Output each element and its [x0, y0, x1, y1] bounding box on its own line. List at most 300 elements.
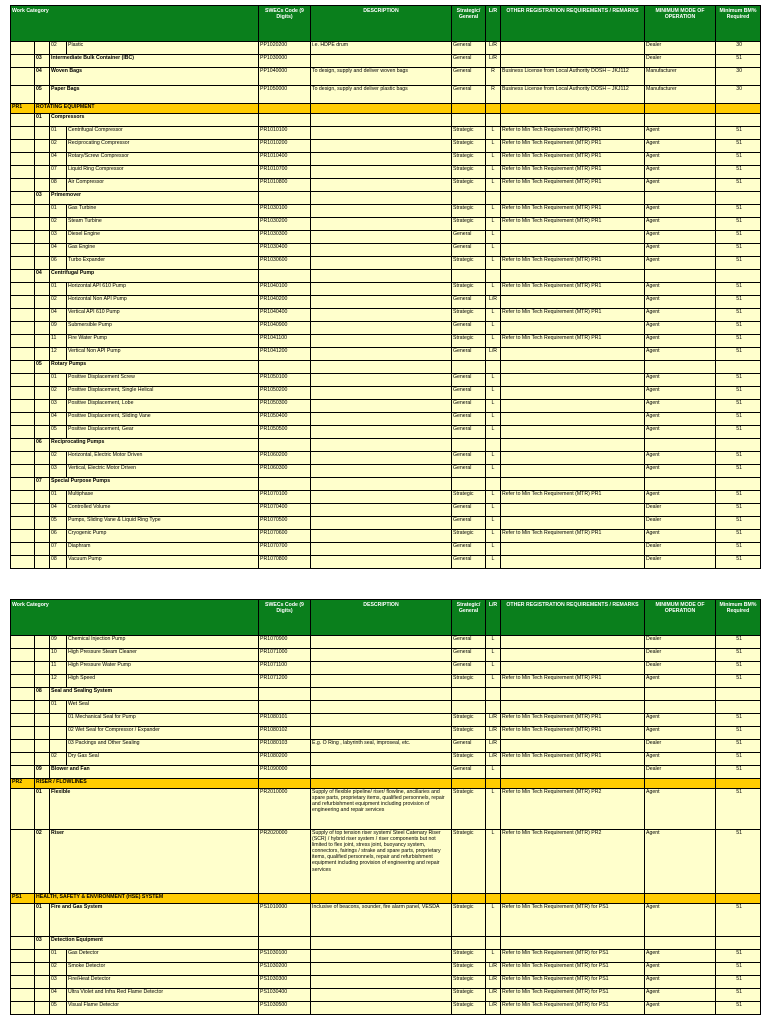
lr-value: L [486, 127, 501, 140]
min-bm: 51 [716, 127, 761, 140]
other-requirements: Refer to Min Tech Requirement (MTR) PR1 [501, 179, 645, 192]
min-mode: Agent [645, 400, 716, 413]
table-row [11, 426, 761, 439]
item-name: Diesel Engine [67, 231, 259, 244]
swec-code: PR1080103 [259, 740, 311, 753]
lr-value: L [486, 218, 501, 231]
lr-value [486, 439, 501, 452]
min-bm: 51 [716, 283, 761, 296]
group-code [35, 426, 50, 439]
strategic-general: Strategic [452, 830, 486, 894]
item-code: 12 [50, 348, 67, 361]
table-header [11, 600, 761, 636]
table-row [11, 789, 761, 830]
item-code: 04 [50, 504, 67, 517]
min-mode [645, 688, 716, 701]
lr-value: L/R [486, 727, 501, 740]
swec-code: PR1050200 [259, 387, 311, 400]
item-code: 01 [50, 283, 67, 296]
min-mode: Agent [645, 465, 716, 478]
table-row [11, 283, 761, 296]
min-mode: Dealer [645, 517, 716, 530]
lr-value: L/R [486, 963, 501, 976]
min-mode: Dealer [645, 649, 716, 662]
min-bm [716, 688, 761, 701]
other-requirements: Refer to Min Tech Requirement (MTR) PR1 [501, 283, 645, 296]
swec-code: PR1030200 [259, 218, 311, 231]
description [311, 400, 452, 413]
swec-code: PR1010100 [259, 127, 311, 140]
min-mode: Manufacturer [645, 68, 716, 86]
description [311, 517, 452, 530]
other-requirements: Refer to Min Tech Requirement (MTR) PR1 [501, 309, 645, 322]
other-requirements [501, 361, 645, 374]
strategic-general [452, 192, 486, 205]
other-requirements [501, 662, 645, 675]
category-code [11, 231, 35, 244]
swec-code: PR1060200 [259, 452, 311, 465]
description [311, 55, 452, 68]
min-mode: Agent [645, 491, 716, 504]
empty-cell [452, 894, 486, 904]
category-code [11, 976, 35, 989]
min-bm: 51 [716, 387, 761, 400]
description [311, 989, 452, 1002]
description [311, 636, 452, 649]
min-bm: 51 [716, 789, 761, 830]
item-name: Liquid Ring Compressor [67, 166, 259, 179]
group-code [35, 348, 50, 361]
section-row [11, 894, 761, 904]
item-code: 02 [50, 387, 67, 400]
table-row [11, 387, 761, 400]
group-name: Special Purpose Pumps [50, 478, 259, 491]
min-bm: 51 [716, 166, 761, 179]
lr-value [486, 478, 501, 491]
min-mode: Dealer [645, 556, 716, 569]
group-code [35, 127, 50, 140]
table-row [11, 205, 761, 218]
min-mode: Agent [645, 989, 716, 1002]
empty-cell [501, 779, 645, 789]
min-mode: Agent [645, 789, 716, 830]
min-bm [716, 270, 761, 283]
swec-code: PS1030400 [259, 989, 311, 1002]
min-mode: Agent [645, 374, 716, 387]
other-requirements: Refer to Min Tech Requirement (MTR) for PS1 [501, 904, 645, 937]
group-code [35, 296, 50, 309]
lr-value: L [486, 413, 501, 426]
description [311, 662, 452, 675]
swec-code: PR1080101 [259, 714, 311, 727]
swec-code: PR1040200 [259, 296, 311, 309]
description [311, 766, 452, 779]
group-code [35, 714, 50, 727]
swec-code [259, 688, 311, 701]
table-row [11, 740, 761, 753]
table-row [11, 649, 761, 662]
swec-code: PR1070600 [259, 530, 311, 543]
swec-code: PS1030100 [259, 950, 311, 963]
strategic-general: Strategic [452, 257, 486, 270]
strategic-general: General [452, 517, 486, 530]
swec-code [259, 361, 311, 374]
min-bm: 51 [716, 556, 761, 569]
table-row [11, 55, 761, 68]
lr-value: L [486, 257, 501, 270]
table-row [11, 753, 761, 766]
min-bm: 51 [716, 976, 761, 989]
other-requirements [501, 649, 645, 662]
table-row [11, 140, 761, 153]
description [311, 348, 452, 361]
item-name: Dry Gas Seal [67, 753, 259, 766]
group-name: Flexible [50, 789, 259, 830]
other-requirements: Refer to Min Tech Requirement (MTR) PR1 [501, 753, 645, 766]
section-row [11, 104, 761, 114]
group-code [35, 387, 50, 400]
item-code: 08 [50, 556, 67, 569]
lr-value: L [486, 166, 501, 179]
strategic-general: General [452, 766, 486, 779]
lr-value: L [486, 517, 501, 530]
category-code [11, 1002, 35, 1015]
category-code [11, 348, 35, 361]
lr-value: L [486, 322, 501, 335]
swec-code: PR1030400 [259, 244, 311, 257]
description [311, 452, 452, 465]
category-code [11, 504, 35, 517]
lr-value: L/R [486, 714, 501, 727]
min-mode [645, 270, 716, 283]
strategic-general: Strategic [452, 491, 486, 504]
table-row [11, 257, 761, 270]
strategic-general: Strategic [452, 153, 486, 166]
swec-code: PR1030300 [259, 231, 311, 244]
item-name: Positive Displacement, Sliding Vane [67, 413, 259, 426]
item-code: 02 [50, 963, 67, 976]
category-code [11, 789, 35, 830]
item-code [50, 727, 67, 740]
group-code [35, 400, 50, 413]
group-name: Fire and Gas System [50, 904, 259, 937]
table-row [11, 335, 761, 348]
header-strategic-general: Strategic/ General [452, 6, 486, 42]
category-code [11, 361, 35, 374]
category-code [11, 904, 35, 937]
min-mode: Agent [645, 127, 716, 140]
min-mode: Agent [645, 166, 716, 179]
other-requirements: Refer to Min Tech Requirement (MTR) PR1 [501, 714, 645, 727]
other-requirements [501, 270, 645, 283]
lr-value: L [486, 140, 501, 153]
section-row [11, 779, 761, 789]
table-row [11, 296, 761, 309]
description [311, 127, 452, 140]
min-bm: 51 [716, 904, 761, 937]
table-row [11, 714, 761, 727]
min-mode: Agent [645, 218, 716, 231]
description [311, 675, 452, 688]
lr-value: L/R [486, 42, 501, 55]
empty-cell [452, 104, 486, 114]
group-name: Paper Bags [50, 86, 259, 104]
swec-code: PP1050000 [259, 86, 311, 104]
category-code [11, 963, 35, 976]
swec-code: PR1070700 [259, 543, 311, 556]
item-code: 03 [50, 231, 67, 244]
item-name: Air Compressor [67, 179, 259, 192]
empty-cell [452, 779, 486, 789]
other-requirements [501, 452, 645, 465]
empty-cell [311, 779, 452, 789]
item-name: Fire Water Pump [67, 335, 259, 348]
category-code [11, 140, 35, 153]
group-name: Seal and Sealing System [50, 688, 259, 701]
lr-value: R [486, 86, 501, 104]
group-name: Rotary Pumps [50, 361, 259, 374]
category-code [11, 439, 35, 452]
other-requirements [501, 348, 645, 361]
strategic-general [452, 688, 486, 701]
other-requirements [501, 322, 645, 335]
min-bm [716, 114, 761, 127]
category-code [11, 465, 35, 478]
lr-value: R [486, 68, 501, 86]
lr-value: L [486, 543, 501, 556]
table-row [11, 179, 761, 192]
group-code [35, 662, 50, 675]
swec-code: PR1040900 [259, 322, 311, 335]
description: Supply of top tension riser system/ Steel Catenary Riser (SCR) / hybrid riser system / riser components but not limited to flex joint, stress joint, buoyancy system, connectors, fairings / strake and spare parts, proprietary items, qualified personnels, repair and refurbishment equipment including provision of engineering and repair services [311, 830, 452, 894]
swec-code: PR1071200 [259, 675, 311, 688]
lr-value: L [486, 675, 501, 688]
min-bm: 51 [716, 517, 761, 530]
other-requirements [501, 413, 645, 426]
group-name: Detection Equipment [50, 937, 259, 950]
strategic-general [452, 114, 486, 127]
header-lr: L/R [486, 600, 501, 636]
description [311, 270, 452, 283]
section-code: PS1 [11, 894, 35, 904]
swec-code [259, 270, 311, 283]
description [311, 976, 452, 989]
table-row [11, 688, 761, 701]
description [311, 153, 452, 166]
min-bm: 51 [716, 335, 761, 348]
min-bm: 51 [716, 218, 761, 231]
description [311, 413, 452, 426]
group-code [35, 140, 50, 153]
swec-code: PR2020000 [259, 830, 311, 894]
other-requirements [501, 556, 645, 569]
group-name: Centrifugal Pump [50, 270, 259, 283]
group-code [35, 530, 50, 543]
category-code [11, 179, 35, 192]
other-requirements [501, 387, 645, 400]
lr-value: L [486, 205, 501, 218]
item-name: Horizontal Non API Pump [67, 296, 259, 309]
min-bm: 51 [716, 205, 761, 218]
header-work-category: Work Category [11, 6, 259, 42]
category-code [11, 675, 35, 688]
min-mode: Agent [645, 348, 716, 361]
table-row [11, 727, 761, 740]
empty-cell [486, 894, 501, 904]
min-mode: Dealer [645, 636, 716, 649]
min-bm: 51 [716, 714, 761, 727]
section-title: HEALTH, SAFETY & ENVIRONMENT (HSE) SYSTEM [35, 894, 259, 904]
item-name: 03 Packings and Other Sealing [67, 740, 259, 753]
table-row [11, 309, 761, 322]
table-row [11, 153, 761, 166]
other-requirements: Refer to Min Tech Requirement (MTR) PR2 [501, 789, 645, 830]
swec-code: PR1030600 [259, 257, 311, 270]
group-code: 02 [35, 830, 50, 894]
table-row [11, 465, 761, 478]
description: To design, supply and deliver woven bags [311, 68, 452, 86]
description [311, 387, 452, 400]
group-code [35, 374, 50, 387]
group-code [35, 727, 50, 740]
lr-value: L [486, 950, 501, 963]
header-description: DESCRIPTION [311, 600, 452, 636]
swec-code: PR1071100 [259, 662, 311, 675]
strategic-general: Strategic [452, 335, 486, 348]
swec-code [259, 192, 311, 205]
group-name: Compressors [50, 114, 259, 127]
group-name: Blower and Fan [50, 766, 259, 779]
header-swec-code: SWECs Code (9 Digits) [259, 600, 311, 636]
table-row [11, 374, 761, 387]
category-code [11, 727, 35, 740]
category-code [11, 86, 35, 104]
category-code [11, 714, 35, 727]
item-name: Pumps, Sliding Vane & Liquid Ring Type [67, 517, 259, 530]
category-code [11, 374, 35, 387]
table-page-2 [10, 599, 760, 1015]
swec-code: PR1070100 [259, 491, 311, 504]
lr-value: L/R [486, 753, 501, 766]
min-bm: 51 [716, 153, 761, 166]
description: E.g. O Ring , labyrinth seal, improseal, etc. [311, 740, 452, 753]
category-code [11, 649, 35, 662]
min-bm: 51 [716, 530, 761, 543]
table-row [11, 989, 761, 1002]
section-title: RISER / FLOWLINES [35, 779, 259, 789]
swec-code: PS1030200 [259, 963, 311, 976]
other-requirements [501, 543, 645, 556]
item-name: Cryogenic Pump [67, 530, 259, 543]
empty-cell [501, 894, 645, 904]
group-code [35, 452, 50, 465]
strategic-general: General [452, 231, 486, 244]
lr-value: L [486, 400, 501, 413]
item-code: 02 [50, 42, 67, 55]
item-name: Plastic [67, 42, 259, 55]
swec-code: PR1070800 [259, 556, 311, 569]
section-code: PR1 [11, 104, 35, 114]
min-bm [716, 937, 761, 950]
min-mode: Agent [645, 976, 716, 989]
group-code [35, 218, 50, 231]
description [311, 556, 452, 569]
strategic-general: Strategic [452, 976, 486, 989]
swec-code [259, 478, 311, 491]
other-requirements [501, 766, 645, 779]
category-code [11, 127, 35, 140]
min-mode [645, 478, 716, 491]
group-code [35, 309, 50, 322]
other-requirements: Refer to Min Tech Requirement (MTR) PR1 [501, 257, 645, 270]
lr-value: L/R [486, 55, 501, 68]
min-mode [645, 439, 716, 452]
other-requirements [501, 517, 645, 530]
item-code: 02 [50, 218, 67, 231]
strategic-general: General [452, 348, 486, 361]
strategic-general [452, 701, 486, 714]
other-requirements [501, 937, 645, 950]
group-code [35, 42, 50, 55]
swec-code: PR1090000 [259, 766, 311, 779]
category-code [11, 244, 35, 257]
other-requirements: Refer to Min Tech Requirement (MTR) for PS1 [501, 1002, 645, 1015]
description [311, 296, 452, 309]
table-row [11, 192, 761, 205]
swec-code: PR1010400 [259, 153, 311, 166]
table-row [11, 348, 761, 361]
group-code: 04 [35, 68, 50, 86]
category-code [11, 114, 35, 127]
min-bm: 51 [716, 989, 761, 1002]
item-code: 04 [50, 413, 67, 426]
category-code [11, 753, 35, 766]
strategic-general: General [452, 374, 486, 387]
lr-value: L [486, 662, 501, 675]
item-code: 02 [50, 140, 67, 153]
min-mode: Agent [645, 727, 716, 740]
category-code [11, 452, 35, 465]
item-code: 06 [50, 530, 67, 543]
lr-value: L/R [486, 740, 501, 753]
strategic-general: General [452, 556, 486, 569]
item-code: 10 [50, 649, 67, 662]
strategic-general: Strategic [452, 166, 486, 179]
group-code [35, 491, 50, 504]
lr-value: L/R [486, 348, 501, 361]
min-mode: Agent [645, 413, 716, 426]
min-mode [645, 937, 716, 950]
category-code [11, 491, 35, 504]
strategic-general: Strategic [452, 530, 486, 543]
table-row [11, 478, 761, 491]
min-bm: 51 [716, 504, 761, 517]
strategic-general: Strategic [452, 675, 486, 688]
lr-value: L [486, 244, 501, 257]
min-mode: Agent [645, 904, 716, 937]
header-lr: L/R [486, 6, 501, 42]
other-requirements [501, 465, 645, 478]
header-swec-code: SWECs Code (9 Digits) [259, 6, 311, 42]
table-header [11, 6, 761, 42]
min-mode: Agent [645, 309, 716, 322]
lr-value: L [486, 830, 501, 894]
min-mode: Agent [645, 452, 716, 465]
lr-value: L [486, 556, 501, 569]
group-name: Woven Bags [50, 68, 259, 86]
other-requirements [501, 688, 645, 701]
min-mode: Agent [645, 205, 716, 218]
